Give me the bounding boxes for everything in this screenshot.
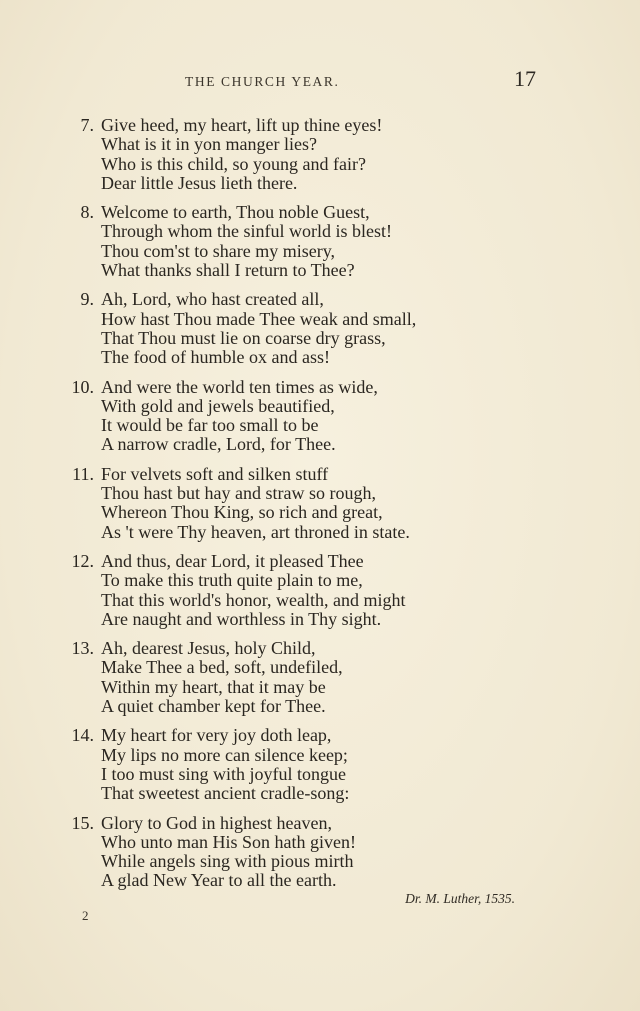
stanza-14 <box>0 726 640 813</box>
stanza-lines <box>101 814 356 891</box>
verse-line: Welcome to earth, Thou noble Guest, <box>101 202 370 223</box>
verse-line: It would be far too small to be <box>101 415 319 436</box>
verse-line: Whereon Thou King, so rich and great, <box>101 502 383 523</box>
stanza-12 <box>0 552 640 639</box>
stanza-lines <box>101 726 349 803</box>
verse-line: My heart for very joy doth leap, <box>101 725 332 746</box>
verse-line: Within my heart, that it may be <box>101 676 326 697</box>
stanza-lines <box>101 552 405 629</box>
verse-line: For velvets soft and silken stuff <box>101 463 329 484</box>
verse-line: The food of humble ox and ass! <box>101 347 330 368</box>
stanza-11 <box>0 465 640 552</box>
hymn-stanzas <box>0 116 640 901</box>
verse-line: How hast Thou made Thee weak and small, <box>101 308 417 329</box>
verse-line: A narrow cradle, Lord, for Thee. <box>101 434 336 455</box>
stanza-number: 11. <box>72 463 94 484</box>
stanza-number: 15. <box>71 812 94 833</box>
verse-line: Ah, Lord, who hast created all, <box>101 289 324 310</box>
stanza-number: 14. <box>71 725 94 746</box>
stanza-number: 8. <box>80 202 94 223</box>
verse-line: Who is this child, so young and fair? <box>101 153 366 174</box>
verse-line: Glory to God in highest heaven, <box>101 812 332 833</box>
verse-line: That sweetest ancient cradle-song: <box>101 783 350 804</box>
verse-line: Give heed, my heart, lift up thine eyes! <box>101 115 383 135</box>
stanza-number: 7. <box>80 115 94 135</box>
stanza-15 <box>0 814 640 901</box>
stanza-lines <box>101 203 392 280</box>
verse-line: Ah, dearest Jesus, holy Child, <box>101 638 316 659</box>
verse-line: To make this truth quite plain to me, <box>101 570 363 591</box>
verse-line: And were the world ten times as wide, <box>101 376 378 397</box>
verse-line: What thanks shall I return to Thee? <box>101 260 355 281</box>
stanza-9 <box>0 290 640 377</box>
verse-line: That this world's honor, wealth, and might <box>101 589 406 610</box>
stanza-7 <box>0 116 640 203</box>
stanza-number: 12. <box>71 550 94 571</box>
verse-line: A quiet chamber kept for Thee. <box>101 696 326 717</box>
stanza-10 <box>0 378 640 465</box>
verse-line: A glad New Year to all the earth. <box>101 870 337 891</box>
verse-line: My lips no more can silence keep; <box>101 744 348 765</box>
stanza-lines <box>101 378 378 455</box>
stanza-8 <box>0 203 640 290</box>
verse-line: I too must sing with joyful tongue <box>101 763 346 784</box>
verse-line: Thou com'st to share my misery, <box>101 240 336 261</box>
author-attribution: Dr. M. Luther, 1535. <box>405 891 515 906</box>
signature-mark: 2 <box>82 908 89 923</box>
verse-line: Make Thee a bed, soft, undefiled, <box>101 657 343 678</box>
stanza-lines <box>101 465 410 542</box>
verse-line: Are naught and worthless in Thy sight. <box>101 608 382 629</box>
verse-line: Through whom the sinful world is blest! <box>101 221 392 242</box>
running-head <box>0 66 640 96</box>
verse-line: What is it in yon manger lies? <box>101 134 317 155</box>
stanza-lines <box>101 290 416 367</box>
verse-line: And thus, dear Lord, it pleased Thee <box>101 550 364 571</box>
stanza-number: 9. <box>80 289 94 310</box>
verse-line: Thou hast but hay and straw so rough, <box>101 483 376 504</box>
stanza-13 <box>0 639 640 726</box>
verse-line: While angels sing with pious mirth <box>101 851 354 872</box>
verse-line: As 't were Thy heaven, art throned in state. <box>101 521 410 542</box>
stanza-lines <box>101 639 343 716</box>
stanza-number: 10. <box>71 376 94 397</box>
verse-line: That Thou must lie on coarse dry grass, <box>101 327 386 348</box>
page-number: 17 <box>514 66 536 91</box>
verse-line: Who unto man His Son hath given! <box>101 831 356 852</box>
stanza-number: 13. <box>71 638 94 659</box>
stanza-lines <box>101 116 382 193</box>
verse-line: Dear little Jesus lieth there. <box>101 172 298 193</box>
verse-line: With gold and jewels beautified, <box>101 395 335 416</box>
running-title: THE CHURCH YEAR. <box>185 74 340 89</box>
